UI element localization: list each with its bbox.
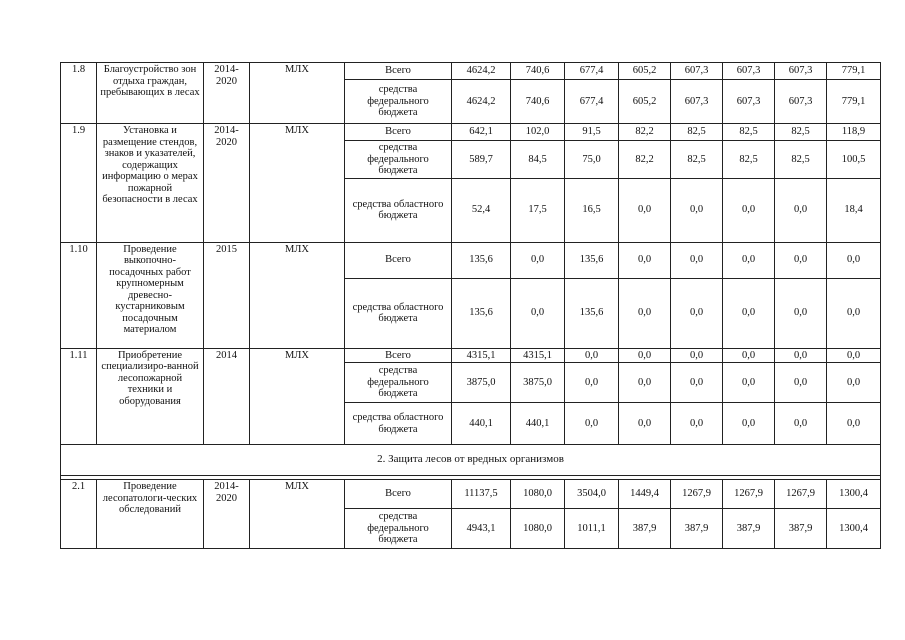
value-cell: 4315,1 [452, 348, 511, 363]
value-cell: 0,0 [827, 348, 881, 363]
item-executor: МЛХ [250, 348, 345, 445]
value-cell: 4943,1 [452, 509, 511, 549]
value-cell: 605,2 [619, 63, 671, 80]
value-cell: 82,5 [671, 124, 723, 141]
value-cell: 387,9 [723, 509, 775, 549]
value-cell: 0,0 [827, 242, 881, 278]
value-cell: 0,0 [511, 242, 565, 278]
value-cell: 607,3 [775, 63, 827, 80]
item-executor: МЛХ [250, 480, 345, 549]
value-cell: 607,3 [671, 63, 723, 80]
value-cell: 100,5 [827, 141, 881, 179]
value-cell: 0,0 [775, 242, 827, 278]
funding-source: Всего [345, 242, 452, 278]
section-row [61, 445, 881, 476]
value-cell: 1267,9 [723, 480, 775, 509]
value-cell: 1080,0 [511, 509, 565, 549]
value-cell: 1300,4 [827, 509, 881, 549]
value-cell: 0,0 [619, 403, 671, 445]
funding-source: средства областного бюджета [345, 278, 452, 348]
table-row [61, 124, 881, 141]
value-cell: 0,0 [619, 363, 671, 403]
value-cell: 3875,0 [511, 363, 565, 403]
value-cell: 677,4 [565, 63, 619, 80]
item-years: 2014-2020 [204, 480, 250, 549]
value-cell: 4315,1 [511, 348, 565, 363]
value-cell: 589,7 [452, 141, 511, 179]
item-number: 1.8 [61, 63, 97, 124]
value-cell: 4624,2 [452, 80, 511, 124]
item-name: Проведение выкопочно-посадочных работ крупномерным древесно-кустарниковым посадочным материалом [97, 242, 204, 348]
funding-source: Всего [345, 480, 452, 509]
value-cell: 607,3 [671, 80, 723, 124]
value-cell: 11137,5 [452, 480, 511, 509]
value-cell: 82,5 [723, 124, 775, 141]
item-number: 1.10 [61, 242, 97, 348]
value-cell: 0,0 [723, 403, 775, 445]
value-cell: 0,0 [619, 278, 671, 348]
value-cell: 4624,2 [452, 63, 511, 80]
value-cell: 84,5 [511, 141, 565, 179]
funding-source: Всего [345, 124, 452, 141]
value-cell: 0,0 [775, 348, 827, 363]
value-cell: 779,1 [827, 63, 881, 80]
table-row [61, 63, 881, 80]
value-cell: 440,1 [452, 403, 511, 445]
value-cell: 82,5 [723, 141, 775, 179]
value-cell: 0,0 [619, 178, 671, 242]
value-cell: 1267,9 [671, 480, 723, 509]
funding-source: Всего [345, 348, 452, 363]
value-cell: 1449,4 [619, 480, 671, 509]
value-cell: 387,9 [619, 509, 671, 549]
value-cell: 0,0 [775, 363, 827, 403]
item-executor: МЛХ [250, 63, 345, 124]
funding-source: средства федерального бюджета [345, 509, 452, 549]
item-years: 2014-2020 [204, 124, 250, 243]
item-number: 1.9 [61, 124, 97, 243]
item-name: Приобретение специализиро-ванной лесопожарной техники и оборудования [97, 348, 204, 445]
value-cell: 91,5 [565, 124, 619, 141]
value-cell: 0,0 [723, 363, 775, 403]
section-title: 2. Защита лесов от вредных организмов [61, 445, 881, 476]
value-cell: 740,6 [511, 63, 565, 80]
item-executor: МЛХ [250, 242, 345, 348]
item-years: 2014-2020 [204, 63, 250, 124]
value-cell: 82,2 [619, 141, 671, 179]
value-cell: 16,5 [565, 178, 619, 242]
value-cell: 82,5 [775, 124, 827, 141]
table-row [61, 480, 881, 509]
value-cell: 642,1 [452, 124, 511, 141]
item-number: 2.1 [61, 480, 97, 549]
item-name: Установка и размещение стендов, знаков и указателей, содержащих информацию о мерах пожарной безопасности в лесах [97, 124, 204, 243]
value-cell: 0,0 [723, 242, 775, 278]
value-cell: 0,0 [619, 242, 671, 278]
value-cell: 0,0 [775, 403, 827, 445]
value-cell: 0,0 [827, 363, 881, 403]
value-cell: 0,0 [511, 278, 565, 348]
value-cell: 82,5 [775, 141, 827, 179]
value-cell: 605,2 [619, 80, 671, 124]
funding-source: средства областного бюджета [345, 178, 452, 242]
program-table [60, 62, 881, 549]
value-cell: 82,2 [619, 124, 671, 141]
item-years: 2014 [204, 348, 250, 445]
value-cell: 75,0 [565, 141, 619, 179]
funding-source: средства федерального бюджета [345, 80, 452, 124]
value-cell: 0,0 [723, 178, 775, 242]
value-cell: 135,6 [565, 242, 619, 278]
value-cell: 52,4 [452, 178, 511, 242]
value-cell: 0,0 [619, 348, 671, 363]
value-cell: 135,6 [565, 278, 619, 348]
value-cell: 0,0 [775, 178, 827, 242]
value-cell: 0,0 [671, 242, 723, 278]
value-cell: 0,0 [671, 348, 723, 363]
value-cell: 3875,0 [452, 363, 511, 403]
value-cell: 1267,9 [775, 480, 827, 509]
value-cell: 387,9 [671, 509, 723, 549]
value-cell: 1300,4 [827, 480, 881, 509]
value-cell: 0,0 [723, 348, 775, 363]
value-cell: 0,0 [775, 278, 827, 348]
item-executor: МЛХ [250, 124, 345, 243]
item-years: 2015 [204, 242, 250, 348]
value-cell: 607,3 [723, 63, 775, 80]
value-cell: 0,0 [723, 278, 775, 348]
funding-source: средства федерального бюджета [345, 141, 452, 179]
value-cell: 740,6 [511, 80, 565, 124]
value-cell: 0,0 [671, 363, 723, 403]
table-row [61, 348, 881, 363]
value-cell: 0,0 [827, 278, 881, 348]
value-cell: 102,0 [511, 124, 565, 141]
document-page [60, 62, 880, 549]
value-cell: 0,0 [671, 278, 723, 348]
value-cell: 440,1 [511, 403, 565, 445]
value-cell: 135,6 [452, 242, 511, 278]
value-cell: 1011,1 [565, 509, 619, 549]
value-cell: 0,0 [827, 403, 881, 445]
value-cell: 607,3 [775, 80, 827, 124]
value-cell: 0,0 [565, 363, 619, 403]
value-cell: 779,1 [827, 80, 881, 124]
funding-source: средства федерального бюджета [345, 363, 452, 403]
value-cell: 18,4 [827, 178, 881, 242]
value-cell: 387,9 [775, 509, 827, 549]
value-cell: 0,0 [565, 403, 619, 445]
value-cell: 0,0 [671, 178, 723, 242]
item-name: Благоустройство зон отдыха граждан, пребывающих в лесах [97, 63, 204, 124]
value-cell: 135,6 [452, 278, 511, 348]
item-number: 1.11 [61, 348, 97, 445]
funding-source: средства областного бюджета [345, 403, 452, 445]
value-cell: 607,3 [723, 80, 775, 124]
value-cell: 118,9 [827, 124, 881, 141]
value-cell: 0,0 [671, 403, 723, 445]
value-cell: 1080,0 [511, 480, 565, 509]
item-name: Проведение лесопатологи-ческих обследований [97, 480, 204, 549]
value-cell: 17,5 [511, 178, 565, 242]
value-cell: 0,0 [565, 348, 619, 363]
value-cell: 82,5 [671, 141, 723, 179]
table-row [61, 242, 881, 278]
funding-source: Всего [345, 63, 452, 80]
value-cell: 677,4 [565, 80, 619, 124]
value-cell: 3504,0 [565, 480, 619, 509]
